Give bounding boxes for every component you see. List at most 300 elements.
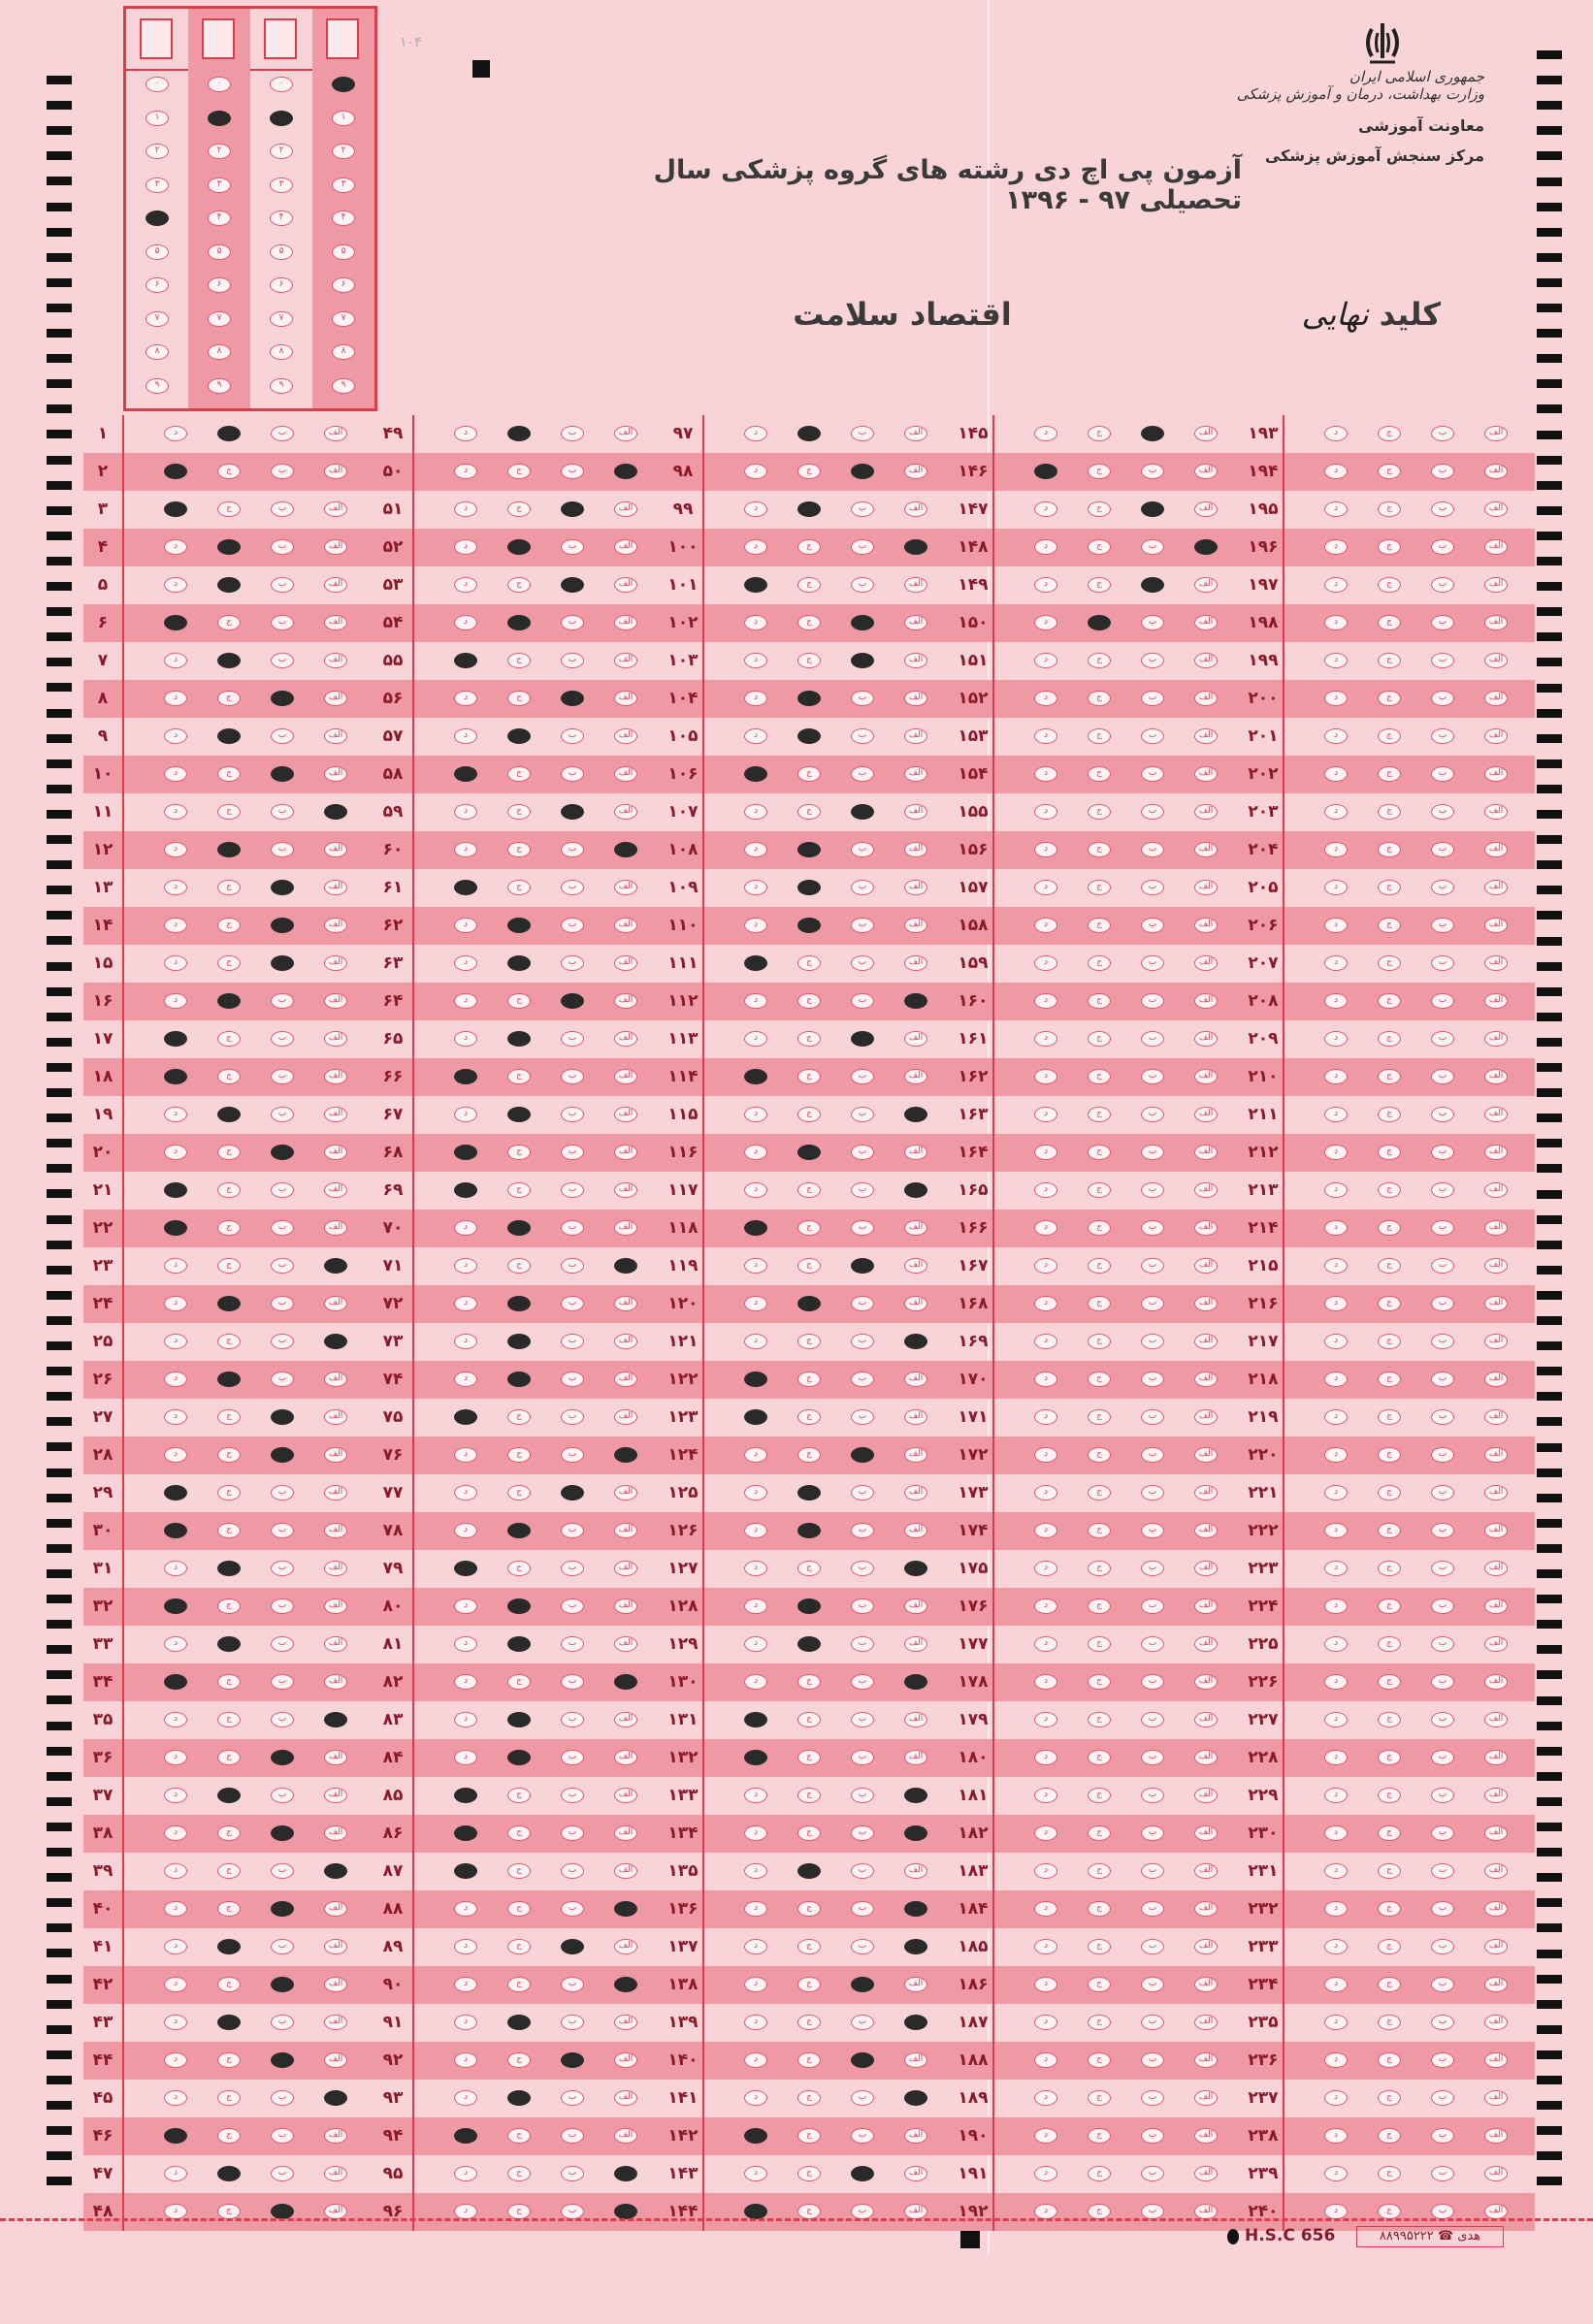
answer-bubble[interactable]: د (164, 1409, 187, 1425)
answer-bubble[interactable]: ب (851, 1220, 874, 1236)
code-digit-bubble[interactable]: ۷ (208, 311, 231, 327)
answer-bubble[interactable]: الف (324, 1901, 347, 1917)
code-digit-box[interactable] (264, 18, 297, 59)
answer-bubble[interactable]: ج (1378, 1977, 1401, 1992)
answer-bubble[interactable]: ج (507, 804, 531, 820)
answer-bubble[interactable]: د (1324, 2166, 1348, 2181)
answer-bubble[interactable]: د (1324, 993, 1348, 1009)
answer-bubble[interactable]: ج (217, 1031, 241, 1047)
answer-bubble[interactable] (454, 653, 477, 668)
answer-bubble[interactable]: ج (217, 2128, 241, 2144)
answer-bubble[interactable]: ج (507, 842, 531, 857)
answer-bubble[interactable] (614, 1674, 637, 1690)
answer-bubble[interactable]: د (1324, 426, 1348, 441)
answer-bubble[interactable] (851, 464, 874, 479)
answer-bubble[interactable]: ب (1431, 918, 1454, 933)
answer-bubble[interactable]: الف (1484, 1674, 1508, 1690)
answer-bubble[interactable] (164, 1523, 187, 1538)
answer-bubble[interactable]: الف (1194, 1901, 1218, 1917)
answer-bubble[interactable]: الف (904, 1069, 927, 1084)
answer-bubble[interactable]: د (454, 918, 477, 933)
answer-bubble[interactable]: ج (507, 577, 531, 593)
answer-bubble[interactable] (324, 2090, 347, 2106)
answer-bubble[interactable]: الف (1484, 1750, 1508, 1765)
answer-bubble[interactable]: ب (1431, 1561, 1454, 1576)
answer-bubble[interactable]: د (164, 539, 187, 555)
answer-bubble[interactable]: ج (797, 1750, 821, 1765)
answer-bubble[interactable]: ج (1378, 2015, 1401, 2030)
code-digit-bubble[interactable]: ۶ (208, 277, 231, 293)
answer-bubble[interactable]: الف (904, 1750, 927, 1765)
answer-bubble[interactable]: ج (1088, 653, 1111, 668)
answer-bubble[interactable]: الف (1484, 1145, 1508, 1160)
answer-bubble[interactable]: ج (797, 1712, 821, 1727)
answer-bubble[interactable]: د (744, 2166, 767, 2181)
answer-bubble[interactable]: الف (1484, 1561, 1508, 1576)
answer-bubble[interactable] (271, 955, 294, 971)
answer-bubble[interactable]: د (744, 615, 767, 630)
answer-bubble[interactable]: ج (217, 766, 241, 782)
answer-bubble[interactable]: الف (1484, 1372, 1508, 1387)
answer-bubble[interactable] (851, 2166, 874, 2181)
answer-bubble[interactable] (271, 1447, 294, 1463)
answer-bubble[interactable]: ج (1378, 653, 1401, 668)
answer-bubble[interactable] (1141, 577, 1164, 593)
answer-bubble[interactable]: الف (1194, 1598, 1218, 1614)
answer-bubble[interactable] (164, 1598, 187, 1614)
answer-bubble[interactable]: ب (1141, 1447, 1164, 1463)
answer-bubble[interactable]: د (454, 1750, 477, 1765)
code-digit-bubble[interactable]: ۶ (146, 277, 169, 293)
answer-bubble[interactable]: ج (217, 1220, 241, 1236)
answer-bubble[interactable] (164, 1031, 187, 1047)
answer-bubble[interactable]: ج (797, 1334, 821, 1349)
answer-bubble[interactable]: د (1324, 577, 1348, 593)
answer-bubble[interactable]: ب (561, 1712, 584, 1727)
answer-bubble[interactable]: ج (1088, 2052, 1111, 2068)
answer-bubble[interactable] (507, 2090, 531, 2106)
answer-bubble[interactable]: الف (904, 2128, 927, 2144)
answer-bubble[interactable]: ب (851, 1674, 874, 1690)
answer-bubble[interactable]: ج (507, 1447, 531, 1463)
answer-bubble[interactable] (561, 1485, 584, 1501)
answer-bubble[interactable]: د (1034, 766, 1057, 782)
answer-bubble[interactable]: ج (797, 1674, 821, 1690)
answer-bubble[interactable]: ب (1431, 804, 1454, 820)
answer-bubble[interactable] (744, 1409, 767, 1425)
answer-bubble[interactable]: ب (851, 1069, 874, 1084)
answer-bubble[interactable]: د (744, 1825, 767, 1841)
answer-bubble[interactable]: د (744, 880, 767, 895)
answer-bubble[interactable]: الف (904, 1485, 927, 1501)
answer-bubble[interactable]: الف (1194, 1334, 1218, 1349)
answer-bubble[interactable]: د (454, 464, 477, 479)
answer-bubble[interactable]: ج (217, 1523, 241, 1538)
answer-bubble[interactable]: الف (1194, 1107, 1218, 1122)
answer-bubble[interactable]: د (1324, 539, 1348, 555)
answer-bubble[interactable] (797, 728, 821, 744)
answer-bubble[interactable]: ب (271, 1788, 294, 1803)
answer-bubble[interactable]: ج (1378, 615, 1401, 630)
answer-bubble[interactable]: د (1034, 1863, 1057, 1879)
answer-bubble[interactable]: د (164, 2052, 187, 2068)
answer-bubble[interactable]: ب (561, 1031, 584, 1047)
answer-bubble[interactable]: الف (1484, 1447, 1508, 1463)
answer-bubble[interactable]: ب (1141, 1145, 1164, 1160)
answer-bubble[interactable]: الف (324, 1750, 347, 1765)
answer-bubble[interactable]: ج (1088, 1069, 1111, 1084)
answer-bubble[interactable] (507, 1107, 531, 1122)
answer-bubble[interactable]: الف (614, 2090, 637, 2106)
answer-bubble[interactable]: ب (561, 1447, 584, 1463)
answer-bubble[interactable]: الف (1484, 2052, 1508, 2068)
answer-bubble[interactable]: ج (1088, 1977, 1111, 1992)
code-digit-bubble[interactable]: ۴ (208, 210, 231, 226)
answer-bubble[interactable]: ج (217, 1258, 241, 1274)
answer-bubble[interactable] (507, 1220, 531, 1236)
answer-bubble[interactable]: د (454, 804, 477, 820)
answer-bubble[interactable]: ج (507, 501, 531, 517)
answer-bubble[interactable]: ج (1378, 1939, 1401, 1954)
answer-bubble[interactable] (797, 691, 821, 706)
answer-bubble[interactable]: ب (271, 653, 294, 668)
answer-bubble[interactable]: د (1034, 1598, 1057, 1614)
answer-bubble[interactable]: الف (324, 1598, 347, 1614)
answer-bubble[interactable]: الف (324, 955, 347, 971)
answer-bubble[interactable]: ب (1141, 918, 1164, 933)
answer-bubble[interactable]: د (1324, 615, 1348, 630)
answer-bubble[interactable]: ج (217, 1598, 241, 1614)
answer-bubble[interactable]: ب (1431, 691, 1454, 706)
answer-bubble[interactable]: ب (561, 918, 584, 933)
answer-bubble[interactable]: ج (507, 653, 531, 668)
answer-bubble[interactable] (507, 426, 531, 441)
answer-bubble[interactable] (271, 1145, 294, 1160)
answer-bubble[interactable]: ب (851, 1750, 874, 1765)
answer-bubble[interactable]: د (164, 1712, 187, 1727)
code-digit-bubble[interactable]: ۹ (208, 378, 231, 394)
answer-bubble[interactable]: ب (1141, 615, 1164, 630)
answer-bubble[interactable]: ج (507, 1901, 531, 1917)
answer-bubble[interactable]: ج (797, 2128, 821, 2144)
answer-bubble[interactable] (797, 1485, 821, 1501)
answer-bubble[interactable]: ب (851, 1372, 874, 1387)
answer-bubble[interactable] (904, 1825, 927, 1841)
answer-bubble[interactable]: ب (1431, 2166, 1454, 2181)
answer-bubble[interactable]: ج (1378, 691, 1401, 706)
answer-bubble[interactable] (271, 691, 294, 706)
answer-bubble[interactable]: الف (1484, 1901, 1508, 1917)
answer-bubble[interactable]: الف (324, 539, 347, 555)
answer-bubble[interactable]: ج (217, 1069, 241, 1084)
answer-bubble[interactable]: د (1034, 1939, 1057, 1954)
answer-bubble[interactable]: ب (1141, 464, 1164, 479)
answer-bubble[interactable]: الف (614, 1145, 637, 1160)
answer-bubble[interactable]: ج (1088, 577, 1111, 593)
answer-bubble[interactable] (454, 1825, 477, 1841)
answer-bubble[interactable]: ج (1088, 1031, 1111, 1047)
answer-bubble[interactable]: د (1034, 1447, 1057, 1463)
answer-bubble[interactable]: ب (851, 766, 874, 782)
answer-bubble[interactable]: ج (217, 1825, 241, 1841)
answer-bubble[interactable]: ب (561, 2128, 584, 2144)
answer-bubble[interactable]: الف (614, 2015, 637, 2030)
answer-bubble[interactable]: د (164, 1939, 187, 1954)
answer-bubble[interactable] (217, 426, 241, 441)
answer-bubble[interactable]: الف (1484, 993, 1508, 1009)
answer-bubble[interactable]: الف (1194, 918, 1218, 933)
answer-bubble[interactable]: ج (217, 691, 241, 706)
answer-bubble[interactable]: الف (614, 1825, 637, 1841)
answer-bubble[interactable]: ج (1088, 1901, 1111, 1917)
answer-bubble[interactable]: ج (217, 464, 241, 479)
answer-bubble[interactable]: ج (1378, 1372, 1401, 1387)
answer-bubble[interactable]: ج (1378, 2090, 1401, 2106)
answer-bubble[interactable] (217, 653, 241, 668)
answer-bubble[interactable]: ب (1431, 955, 1454, 971)
answer-bubble[interactable]: د (454, 691, 477, 706)
answer-bubble[interactable]: ج (1088, 2166, 1111, 2181)
answer-bubble[interactable]: د (164, 1258, 187, 1274)
answer-bubble[interactable]: ج (217, 1674, 241, 1690)
answer-bubble[interactable] (454, 1182, 477, 1198)
answer-bubble[interactable]: د (164, 1447, 187, 1463)
answer-bubble[interactable]: د (164, 1145, 187, 1160)
answer-bubble[interactable]: الف (1484, 1485, 1508, 1501)
answer-bubble[interactable]: الف (1484, 728, 1508, 744)
answer-bubble[interactable]: د (164, 1334, 187, 1349)
answer-bubble[interactable]: ج (1088, 1788, 1111, 1803)
answer-bubble[interactable]: الف (614, 1220, 637, 1236)
answer-bubble[interactable]: الف (1484, 766, 1508, 782)
code-digit-bubble[interactable]: ۱ (332, 111, 355, 126)
answer-bubble[interactable]: ج (217, 1409, 241, 1425)
answer-bubble[interactable]: الف (1484, 1069, 1508, 1084)
answer-bubble[interactable]: ج (1378, 426, 1401, 441)
answer-bubble[interactable]: ب (1431, 577, 1454, 593)
answer-bubble[interactable]: د (454, 2015, 477, 2030)
answer-bubble[interactable]: ب (1141, 728, 1164, 744)
answer-bubble[interactable]: الف (324, 1182, 347, 1198)
answer-bubble[interactable]: د (1324, 955, 1348, 971)
answer-bubble[interactable] (851, 615, 874, 630)
answer-bubble[interactable]: د (454, 1939, 477, 1954)
answer-bubble[interactable]: الف (324, 1447, 347, 1463)
answer-bubble[interactable]: د (164, 1977, 187, 1992)
answer-bubble[interactable] (744, 577, 767, 593)
answer-bubble[interactable] (744, 1069, 767, 1084)
answer-bubble[interactable]: ج (217, 501, 241, 517)
answer-bubble[interactable]: الف (904, 1598, 927, 1614)
answer-bubble[interactable]: ج (1088, 1825, 1111, 1841)
answer-bubble[interactable]: ب (1431, 1636, 1454, 1652)
answer-bubble[interactable]: الف (1194, 993, 1218, 1009)
code-digit-bubble[interactable]: ۸ (208, 344, 231, 360)
answer-bubble[interactable]: ب (851, 955, 874, 971)
answer-bubble[interactable]: ج (797, 955, 821, 971)
answer-bubble[interactable]: ب (561, 2090, 584, 2106)
answer-bubble[interactable]: الف (324, 880, 347, 895)
answer-bubble[interactable]: د (1034, 1182, 1057, 1198)
answer-bubble[interactable]: ب (271, 804, 294, 820)
answer-bubble[interactable]: ب (561, 426, 584, 441)
answer-bubble[interactable] (507, 615, 531, 630)
answer-bubble[interactable] (454, 1145, 477, 1160)
answer-bubble[interactable]: ج (1378, 1258, 1401, 1274)
answer-bubble[interactable]: ب (851, 426, 874, 441)
answer-bubble[interactable]: د (164, 842, 187, 857)
answer-bubble[interactable]: ب (851, 539, 874, 555)
answer-bubble[interactable]: ب (271, 993, 294, 1009)
answer-bubble[interactable]: الف (1484, 1409, 1508, 1425)
answer-bubble[interactable] (797, 1863, 821, 1879)
answer-bubble[interactable]: د (1034, 1485, 1057, 1501)
answer-bubble[interactable]: الف (614, 426, 637, 441)
answer-bubble[interactable]: د (744, 501, 767, 517)
answer-bubble[interactable]: ب (1431, 2128, 1454, 2144)
code-digit-bubble[interactable]: ۷ (146, 311, 169, 327)
answer-bubble[interactable] (164, 2128, 187, 2144)
answer-bubble[interactable] (271, 880, 294, 895)
answer-bubble[interactable]: الف (324, 1674, 347, 1690)
answer-bubble[interactable]: د (164, 1901, 187, 1917)
answer-bubble[interactable]: ج (1088, 1712, 1111, 1727)
answer-bubble[interactable]: ج (217, 1750, 241, 1765)
answer-bubble[interactable] (454, 1863, 477, 1879)
answer-bubble[interactable]: الف (614, 2052, 637, 2068)
answer-bubble[interactable]: ج (507, 464, 531, 479)
answer-bubble[interactable]: الف (1194, 577, 1218, 593)
code-digit-bubble[interactable] (332, 77, 355, 92)
answer-bubble[interactable]: د (1324, 1788, 1348, 1803)
answer-bubble[interactable]: ب (1141, 993, 1164, 1009)
answer-bubble[interactable]: د (744, 1258, 767, 1274)
answer-bubble[interactable]: الف (904, 1977, 927, 1992)
answer-bubble[interactable]: ب (851, 728, 874, 744)
answer-bubble[interactable]: ج (1088, 1598, 1111, 1614)
answer-bubble[interactable]: الف (904, 577, 927, 593)
code-digit-bubble[interactable]: ۵ (332, 244, 355, 260)
answer-bubble[interactable]: الف (904, 1712, 927, 1727)
answer-bubble[interactable]: ج (1088, 1674, 1111, 1690)
answer-bubble[interactable]: ج (1378, 1636, 1401, 1652)
answer-bubble[interactable]: ب (271, 1598, 294, 1614)
answer-bubble[interactable] (507, 2015, 531, 2030)
answer-bubble[interactable] (797, 1145, 821, 1160)
answer-bubble[interactable]: ب (1141, 1788, 1164, 1803)
answer-bubble[interactable]: الف (904, 1296, 927, 1311)
answer-bubble[interactable] (454, 1069, 477, 1084)
answer-bubble[interactable]: ج (217, 1863, 241, 1879)
answer-bubble[interactable]: د (454, 1636, 477, 1652)
answer-bubble[interactable]: د (1324, 1636, 1348, 1652)
answer-bubble[interactable]: د (1034, 1220, 1057, 1236)
answer-bubble[interactable]: د (454, 1712, 477, 1727)
answer-bubble[interactable]: الف (614, 955, 637, 971)
answer-bubble[interactable]: الف (1194, 1409, 1218, 1425)
answer-bubble[interactable]: د (1034, 955, 1057, 971)
answer-bubble[interactable]: الف (1484, 880, 1508, 895)
answer-bubble[interactable]: ج (1378, 1674, 1401, 1690)
answer-bubble[interactable]: ب (1141, 2166, 1164, 2181)
code-digit-bubble[interactable]: ۳ (146, 178, 169, 193)
answer-bubble[interactable]: ج (797, 1372, 821, 1387)
answer-bubble[interactable] (217, 2166, 241, 2181)
answer-bubble[interactable]: ب (1141, 1107, 1164, 1122)
answer-bubble[interactable]: ب (561, 955, 584, 971)
answer-bubble[interactable]: ج (507, 1182, 531, 1198)
answer-bubble[interactable] (507, 1523, 531, 1538)
answer-bubble[interactable]: ج (1378, 880, 1401, 895)
answer-bubble[interactable]: الف (324, 501, 347, 517)
answer-bubble[interactable]: الف (614, 804, 637, 820)
answer-bubble[interactable] (614, 842, 637, 857)
answer-bubble[interactable]: د (1034, 1372, 1057, 1387)
answer-bubble[interactable]: الف (1194, 1069, 1218, 1084)
answer-bubble[interactable]: د (1324, 501, 1348, 517)
answer-bubble[interactable]: د (1324, 1182, 1348, 1198)
answer-bubble[interactable]: الف (324, 691, 347, 706)
answer-bubble[interactable]: ج (1088, 1258, 1111, 1274)
answer-bubble[interactable]: الف (1484, 539, 1508, 555)
answer-bubble[interactable]: ب (1141, 1712, 1164, 1727)
answer-bubble[interactable]: ب (271, 464, 294, 479)
answer-bubble[interactable]: ب (561, 1863, 584, 1879)
answer-bubble[interactable]: ب (561, 1901, 584, 1917)
code-digit-bubble[interactable]: ۲ (146, 144, 169, 159)
answer-bubble[interactable]: ب (851, 1561, 874, 1576)
answer-bubble[interactable]: الف (1194, 1296, 1218, 1311)
answer-bubble[interactable]: ب (561, 728, 584, 744)
answer-bubble[interactable]: ب (271, 1712, 294, 1727)
answer-bubble[interactable]: ب (561, 1598, 584, 1614)
answer-bubble[interactable]: د (164, 1750, 187, 1765)
answer-bubble[interactable]: ج (797, 1258, 821, 1274)
answer-bubble[interactable]: د (1324, 1712, 1348, 1727)
code-digit-bubble[interactable]: ۱ (146, 111, 169, 126)
answer-bubble[interactable] (904, 1939, 927, 1954)
answer-bubble[interactable]: الف (1484, 842, 1508, 857)
answer-bubble[interactable]: الف (1194, 880, 1218, 895)
answer-bubble[interactable]: ب (1431, 2052, 1454, 2068)
answer-bubble[interactable]: د (164, 880, 187, 895)
answer-bubble[interactable]: ج (1378, 1031, 1401, 1047)
answer-bubble[interactable]: د (744, 842, 767, 857)
answer-bubble[interactable]: الف (614, 501, 637, 517)
answer-bubble[interactable]: ج (797, 2166, 821, 2181)
answer-bubble[interactable]: ب (271, 501, 294, 517)
answer-bubble[interactable]: الف (1194, 766, 1218, 782)
answer-bubble[interactable] (507, 728, 531, 744)
answer-bubble[interactable]: د (164, 2166, 187, 2181)
answer-bubble[interactable]: د (164, 1561, 187, 1576)
answer-bubble[interactable]: الف (904, 1447, 927, 1463)
code-digit-bubble[interactable]: ۸ (270, 344, 293, 360)
answer-bubble[interactable]: ب (1431, 1825, 1454, 1841)
answer-bubble[interactable]: الف (904, 1220, 927, 1236)
answer-bubble[interactable]: الف (1484, 1107, 1508, 1122)
answer-bubble[interactable]: د (454, 615, 477, 630)
answer-bubble[interactable]: ب (271, 842, 294, 857)
answer-bubble[interactable]: الف (1484, 1031, 1508, 1047)
answer-bubble[interactable]: ج (1378, 1107, 1401, 1122)
answer-bubble[interactable]: ج (217, 918, 241, 933)
answer-bubble[interactable]: ج (507, 1863, 531, 1879)
answer-bubble[interactable]: ج (1378, 1863, 1401, 1879)
answer-bubble[interactable]: الف (324, 464, 347, 479)
answer-bubble[interactable] (614, 464, 637, 479)
answer-bubble[interactable]: الف (324, 577, 347, 593)
